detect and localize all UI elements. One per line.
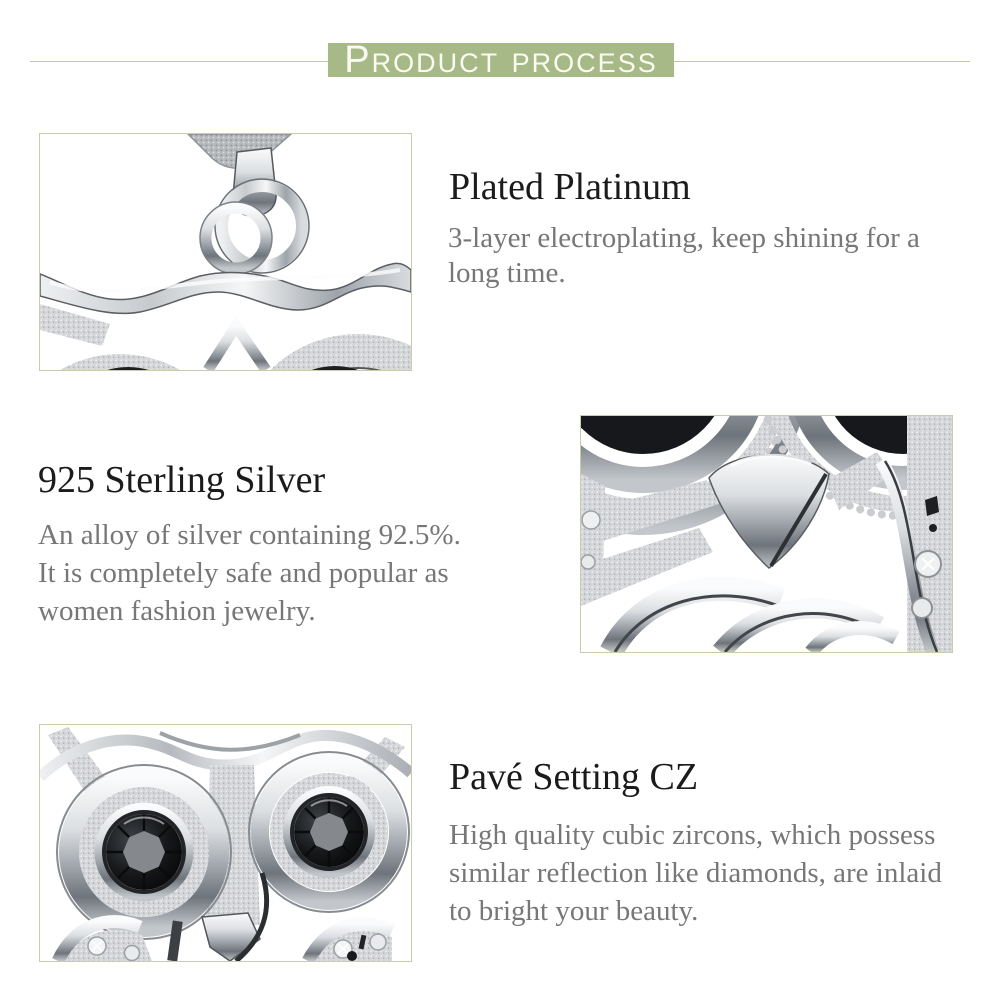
desc-line: long time.: [448, 257, 566, 289]
banner-title: Product process: [344, 39, 658, 81]
owl-eye-right: [249, 752, 409, 912]
desc-line: women fashion jewelry.: [38, 595, 316, 627]
desc-line: similar reflection like diamonds, are inlaid: [449, 857, 942, 889]
owl-eye-left: [57, 765, 231, 939]
cz-stone-left: [107, 815, 181, 889]
photo-pave-setting-cz: [39, 724, 412, 962]
section-desc-sterling-silver: [38, 516, 461, 630]
photo-sterling-silver: [580, 415, 953, 653]
owl-body-pave-photo: [581, 416, 952, 652]
section-heading-sterling-silver: 925 Sterling Silver: [38, 459, 326, 501]
owl-pendant-bail-photo: [40, 134, 411, 370]
section-heading-pave-setting-cz: Pavé Setting CZ: [449, 756, 699, 798]
desc-line: to bright your beauty.: [449, 895, 699, 927]
photo-plated-platinum: [39, 133, 412, 371]
desc-line: An alloy of silver containing 92.5%.: [38, 519, 461, 551]
product-process-banner: [328, 39, 674, 81]
section-desc-pave-setting-cz: [449, 816, 942, 930]
desc-line: It is completely safe and popular as: [38, 557, 449, 589]
desc-line: High quality cubic zircons, which possess: [449, 819, 936, 851]
owl-face-cz-photo: [40, 725, 411, 961]
desc-line: 3-layer electroplating, keep shining for a: [448, 222, 920, 254]
cz-stone-right: [295, 798, 363, 866]
section-heading-plated-platinum: Plated Platinum: [449, 166, 691, 208]
section-desc-plated-platinum: [448, 221, 920, 291]
